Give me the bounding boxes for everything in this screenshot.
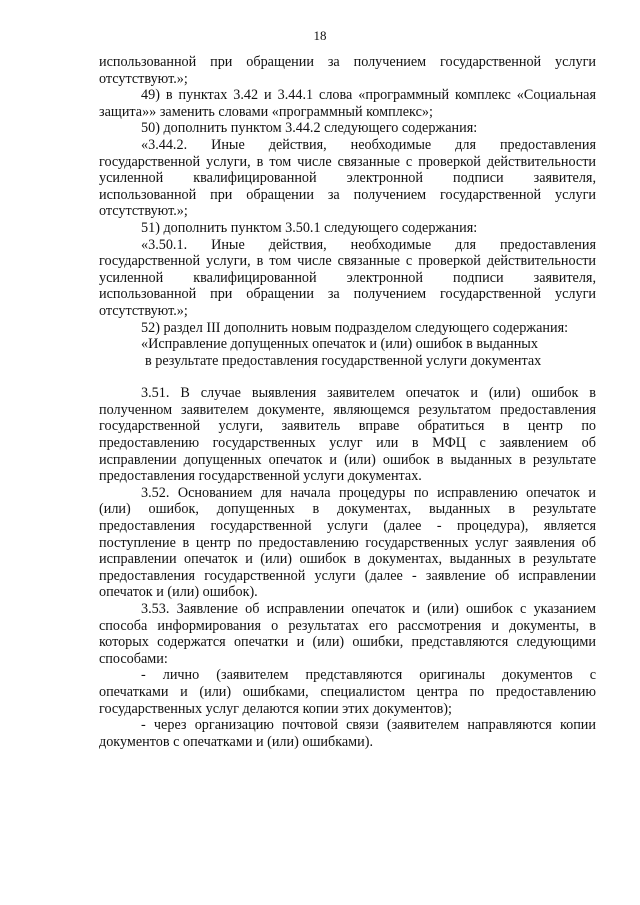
text-line: 50) дополнить пунктом 3.44.2 следующего содержания: — [141, 120, 478, 137]
page-number: 18 — [313, 28, 327, 43]
text-line: государственной услуги, в том числе связанные с проверкой действительности — [99, 153, 596, 170]
text-line: 3.51. В случае выявления заявителем опечаток и (или) ошибок в — [141, 385, 596, 402]
text-line: полученном заявителем документе, являющемся результатом предоставления — [99, 401, 596, 418]
text-line: исправлении опечаток и (или) ошибок в документах, выданных в результате — [99, 551, 596, 568]
text-line: опечатками и (или) ошибками, специалистом центра по предоставлению — [99, 683, 596, 700]
text-line: «Исправление допущенных опечаток и (или) ошибок в выданных — [141, 336, 538, 353]
text-line: предоставления государственной услуги (далее - процедура), является — [99, 518, 596, 535]
text-line: способами: — [99, 650, 168, 667]
text-line: предоставлению государственных услуг или в МФЦ с заявлением об — [99, 435, 596, 452]
text-line: способа информирования о результатах его рассмотрения и документы, в — [99, 617, 596, 634]
text-line: - через организацию почтовой связи (заявителем направляются копии — [141, 717, 596, 734]
text-line: предоставления государственной услуги (далее - заявление об исправлении — [99, 567, 596, 584]
text-line: исправлении допущенных опечаток и (или) ошибок в выданных в результате — [99, 451, 596, 468]
text-line: отсутствуют.»; — [99, 70, 188, 87]
blank-line — [99, 369, 596, 385]
text-line: документов с опечатками и (или) ошибками). — [99, 733, 374, 750]
text-line: использованной при обращении за получением государственной услуги — [99, 286, 596, 303]
text-line: отсутствуют.»; — [99, 302, 188, 319]
text-line: государственной услуги, в том числе связанные с проверкой действительности — [99, 253, 596, 270]
text-line: усиленной квалифицированной электронной подписи заявителя, — [99, 269, 596, 286]
text-line: усиленной квалифицированной электронной подписи заявителя, — [99, 170, 596, 187]
text-line: 49) в пунктах 3.42 и 3.44.1 слова «программный комплекс «Социальная — [141, 87, 596, 104]
text-line: (или) ошибок, допущенных в документах, выданных в результате — [99, 501, 596, 518]
text-line: 51) дополнить пунктом 3.50.1 следующего содержания: — [141, 219, 478, 236]
text-line: опечаток и (или) ошибок). — [99, 584, 258, 601]
text-line: предоставления государственной услуги документах. — [99, 468, 422, 485]
text-line: - лично (заявителем представляются оригиналы документов с — [141, 667, 596, 684]
text-line: использованной при обращении за получением государственной услуги — [99, 54, 596, 70]
text-line: использованной при обращении за получением государственной услуги — [99, 186, 596, 203]
text-line: защита»» заменить словами «программный комплекс»; — [99, 103, 433, 120]
text-line: 3.52. Основанием для начала процедуры по исправлению опечаток и — [141, 484, 596, 501]
text-line: в результате предоставления государственной услуги документах — [145, 352, 542, 369]
text-line: государственной услуги, заявитель вправе обратиться в центр по — [99, 418, 596, 435]
text-line: которых содержатся опечатки и (или) ошибки, представляются следующими — [99, 634, 596, 651]
text-line: отсутствуют.»; — [99, 203, 188, 220]
text-line: «3.50.1. Иные действия, необходимые для предоставления — [141, 236, 596, 253]
text-line: «3.44.2. Иные действия, необходимые для предоставления — [141, 136, 596, 153]
text-line: поступление в центр по предоставлению государственных услуг заявления об — [99, 534, 596, 551]
text-line: 52) раздел III дополнить новым подразделом следующего содержания: — [141, 319, 569, 336]
text-line: 3.53. Заявление об исправлении опечаток и (или) ошибок с указанием — [141, 601, 596, 617]
text-line: государственных услуг делаются копии этих документов); — [99, 700, 452, 717]
document-body — [99, 54, 596, 750]
